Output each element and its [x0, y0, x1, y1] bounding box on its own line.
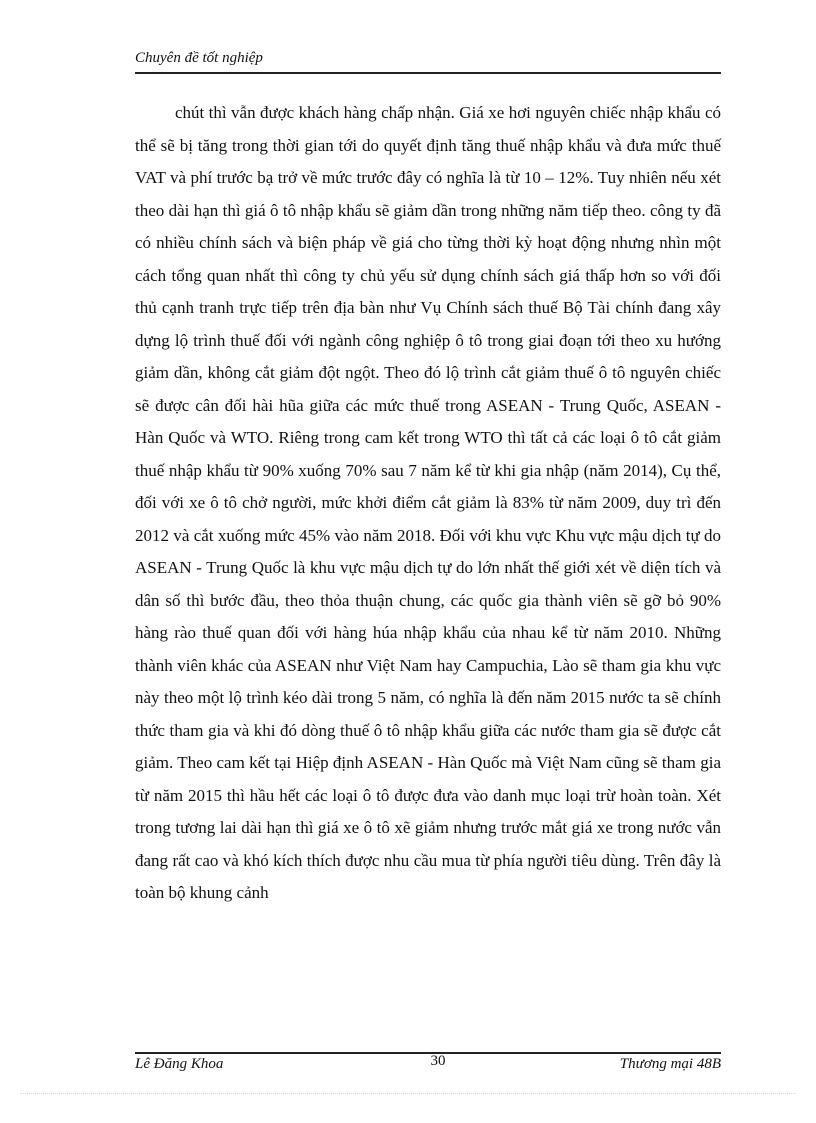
body-paragraph: chút thì vẫn được khách hàng chấp nhận. Giá xe hơi nguyên chiếc nhập khẩu có thể sẽ bị tăng trong thời gian tới do quyết định tăng thuế nhập khẩu và đưa mức thuế VAT và phí trước bạ trở về mức trước đây có nghĩa là từ 10 – 12%. Tuy nhiên nếu xét theo dài hạn thì giá ô tô nhập khẩu sẽ giảm dần trong những năm tiếp theo. công ty đã có nhiều chính sách và biện pháp về giá cho từng thời kỳ hoạt động nhưng nhìn một cách tổng quan nhất thì công ty chủ yếu sử dụng chính sách giá thấp hơn so với đối thủ cạnh tranh trực tiếp trên địa bàn như Vụ Chính sách thuế Bộ Tài chính đang xây dựng lộ trình thuế đối với ngành công nghiệp ô tô trong giai đoạn tới theo xu hướng giảm dần, không cắt giảm đột ngột. Theo đó lộ trình cắt giảm thuế ô tô nguyên chiếc sẽ được cân đối hài hũa giữa các mức thuế trong ASEAN - Trung Quốc, ASEAN - Hàn Quốc và WTO. Riêng trong cam kết trong WTO thì tất cả các loại ô tô cắt giảm thuế nhập khẩu từ 90% xuống 70% sau 7 năm kể từ khi gia nhập (năm 2014), Cụ thể, đối với xe ô tô chở người, mức khởi điểm cắt giảm là 83% từ năm 2009, duy trì đến 2012 và cắt xuống mức 45% vào năm 2018. Đối với khu vực Khu vực mậu dịch tự do ASEAN - Trung Quốc là khu vực mậu dịch tự do lớn nhất thế giới xét về diện tích và dân số thì bước đầu, theo thỏa thuận chung, các quốc gia thành viên sẽ gỡ bỏ 90% hàng rào thuế quan đối với hàng húa nhập khẩu của nhau kể từ năm 2010. Những thành viên khác của ASEAN như Việt Nam hay Campuchia, Lào sẽ tham gia khu vực này theo một lộ trình kéo dài trong 5 năm, có nghĩa là đến năm 2015 nước ta sẽ chính thức tham gia và khi đó dòng thuế ô tô nhập khẩu giữa các nước tham gia sẽ được cắt giảm. Theo cam kết tại Hiệp định ASEAN - Hàn Quốc mà Việt Nam cũng sẽ tham gia từ năm 2015 thì hầu hết các loại ô tô được đưa vào danh mục loại trừ hoàn toàn. Xét trong tương lai dài hạn thì giá xe ô tô xẽ giảm nhưng trước mắt giá xe trong nước vẫn đang rất cao và khó kích thích được nhu cầu mua từ phía người tiêu dùng. Trên đây là toàn bộ khung cảnh: [135, 103, 721, 902]
page-number: 30: [430, 1053, 446, 1069]
footer-class: Thương mại 48B: [619, 1056, 721, 1072]
footer-author: Lê Đăng Khoa: [135, 1056, 224, 1072]
page-boundary-divider: [20, 1093, 796, 1094]
header-title: Chuyên đề tốt nghiệp: [135, 50, 263, 66]
page-header: [135, 48, 721, 74]
